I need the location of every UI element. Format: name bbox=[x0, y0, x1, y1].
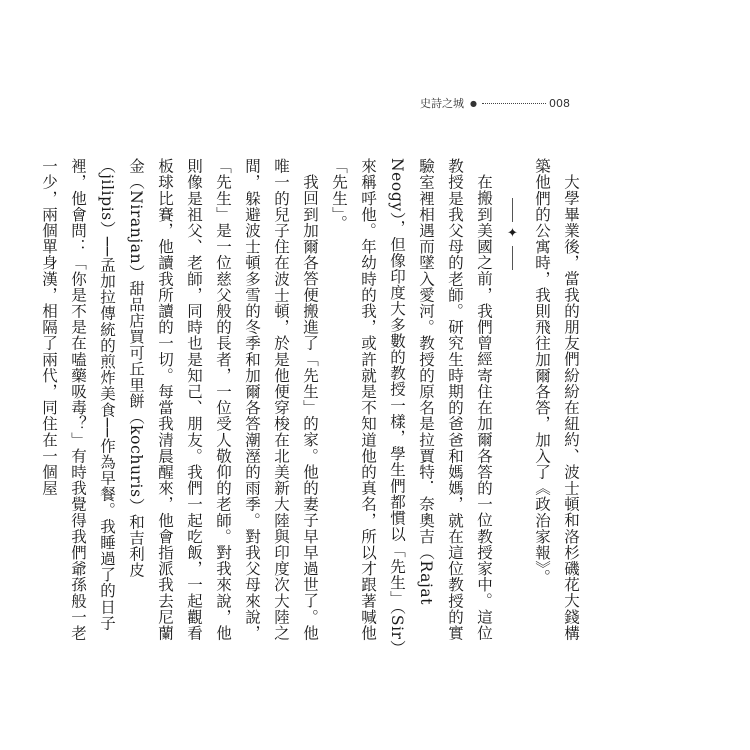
star-ornament-icon: ✦ bbox=[505, 226, 520, 242]
book-title: 史詩之城 bbox=[420, 97, 465, 110]
divider-line-top bbox=[512, 198, 513, 222]
running-header bbox=[0, 95, 570, 111]
page-number: 008 bbox=[549, 96, 570, 110]
divider-line-bottom bbox=[512, 246, 513, 270]
paragraph-1: 大學畢業後，當我的朋友們紛紛在紐約、波士頓和洛杉磯花大錢構築他們的公寓時，我則飛往加爾各答，加入了《政治家報》。 bbox=[533, 158, 580, 641]
vertical-text-body bbox=[34, 158, 585, 648]
paragraph-3: 我回到加爾各答便搬進了「先生」的家。他的妻子早早過世了。他唯一的兒子住在波士頓，於是他便穿梭在北美新大陸與印度次大陸之間，躲避波士頓多雪的冬季和加爾各答潮溼的雨季。對我父母來說，「先生」是一位慈父般的長者，一位受人敬仰的老師。對我來說，他則像是祖父、老師，同時也是知己、朋友。我們一起吃飯，一起觀看板球比賽，他讀我所讀的一切。每當我清晨醒來，他會指派我去尼蘭金（Niranjan）甜品店買可丘里餅（kochuris）和吉利皮（jilipis）──孟加拉傳統的煎炸美食──作為早餐。我睡過了的日子裡，他會問：「你是不是在嗑藥吸毒？」有時我覺得我們爺孫般一老一少，兩個單身漢，相隔了兩代，同住在一個屋 bbox=[40, 158, 319, 641]
bullet-icon: ● bbox=[470, 98, 477, 108]
paragraph-2: 在搬到美國之前，我們曾經寄住在加爾各答的一位教授家中。這位教授是我父母的老師。研究生時期的爸爸和媽媽，就在這位教授的實驗室裡相遇而墜入愛河。教授的原名是拉賈特．奈奧吉（Rajat Neogy），但像印度大多數的教授一樣，學生們都慣以「先生」（Sir）來稱呼他。年幼時的我，或許就是不知道他的真名，所以才跟著喊他「先生」。 bbox=[330, 158, 493, 648]
leader-dots bbox=[482, 103, 546, 104]
section-break bbox=[498, 198, 527, 648]
